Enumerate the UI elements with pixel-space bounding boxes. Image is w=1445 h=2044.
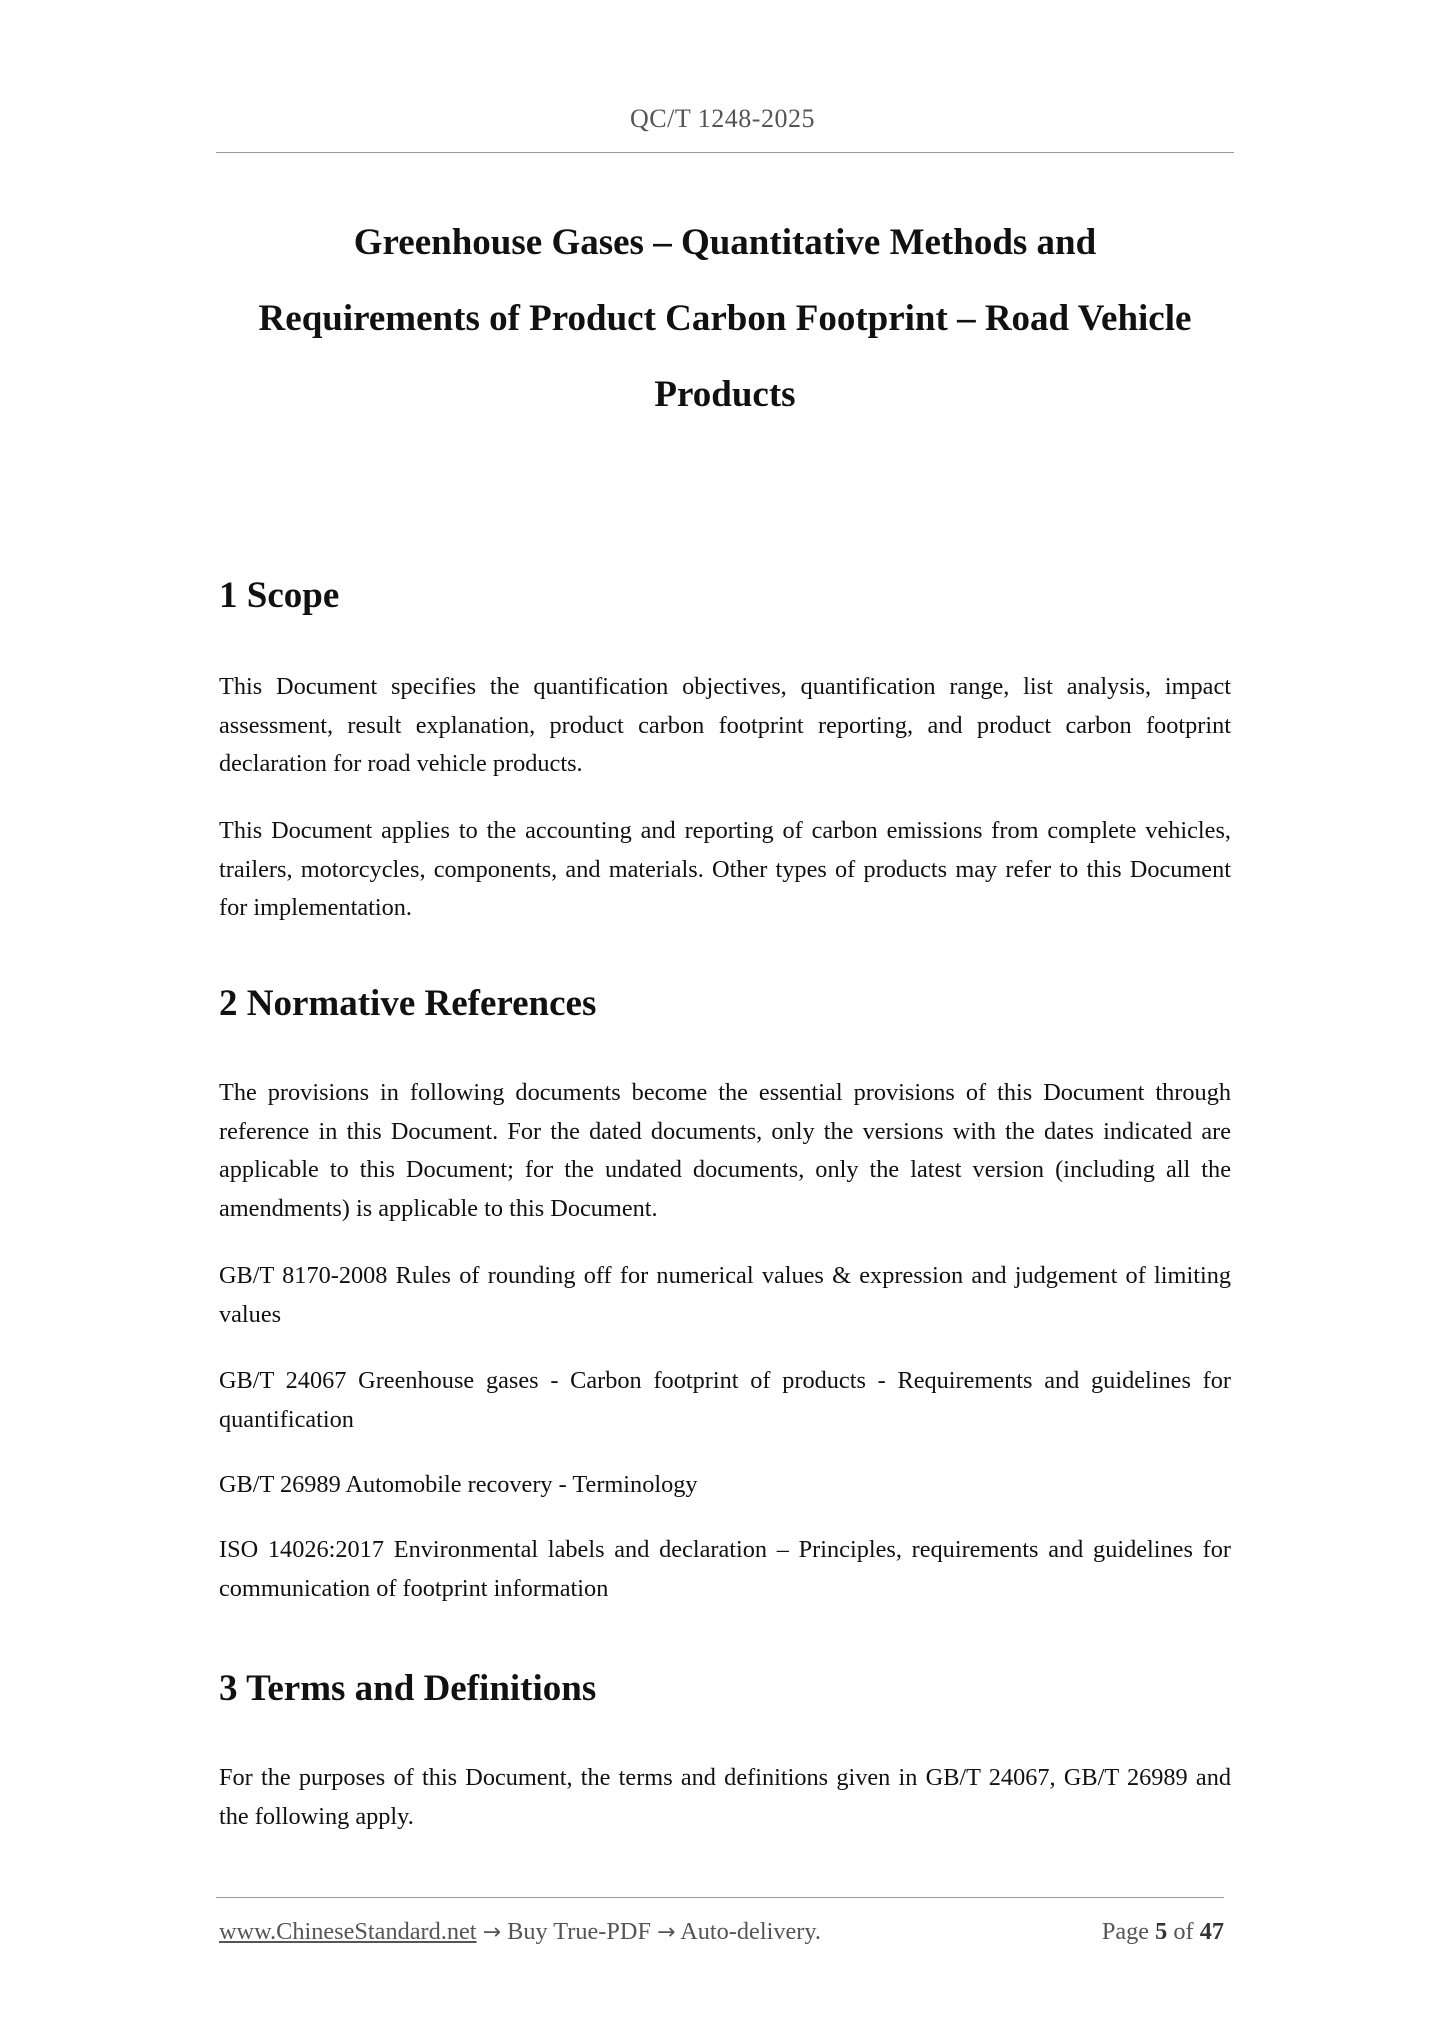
normative-references-intro: The provisions in following documents become the essential provisions of this Document through reference in this Document. For the dated documents, only the versions with the dates indicated are applicable to this Document; for the undated documents, only the latest version (including all the amendments) is applicable to this Document. [219,1079,1231,1222]
reference-item: GB/T 8170-2008 Rules of rounding off for numerical values & expression and judgement of limiting values [219,1262,1231,1328]
section-heading-normative-references: 2 Normative References [219,983,597,1024]
footer-left [219,1918,821,1946]
page-header-doc-code: QC/T 1248-2025 [630,104,815,133]
page-label: Page [1101,1918,1150,1945]
arrow-right-icon: → [657,1920,676,1945]
page-current: 5 [1155,1918,1168,1945]
reference-item: ISO 14026:2017 Environmental labels and declaration – Principles, requirements and guidelines for communication of footprint information [219,1536,1231,1602]
buy-true-pdf-text: Buy True-PDF [507,1918,651,1945]
title-line-1: Greenhouse Gases – Quantitative Methods and [353,222,1097,263]
scope-paragraph-1: This Document specifies the quantification objectives, quantification range, list analysis, impact assessment, result explanation, product carbon footprint reporting, and product carbon footprint declaration for road vehicle products. [219,673,1231,777]
header-divider [216,152,1234,153]
page-total: 47 [1199,1918,1224,1945]
document-title [200,205,1250,433]
section-heading-terms-definitions: 3 Terms and Definitions [219,1668,597,1709]
title-line-3: Products [654,374,796,415]
page-of-label: of [1173,1918,1194,1945]
title-line-2: Requirements of Product Carbon Footprint – Road Vehicle [258,298,1192,339]
reference-item: GB/T 24067 Greenhouse gases - Carbon footprint of products - Requirements and guidelines for quantification [219,1367,1231,1433]
terms-intro-paragraph: For the purposes of this Document, the terms and definitions given in GB/T 24067, GB/T 26989 and the following apply. [219,1764,1231,1830]
section-heading-scope: 1 Scope [219,575,340,616]
reference-item: GB/T 26989 Automobile recovery - Terminology [219,1471,698,1498]
page-footer [219,1918,1224,1946]
arrow-right-icon: → [482,1920,502,1945]
auto-delivery-text: Auto-delivery. [680,1918,821,1945]
website-link[interactable]: www.ChineseStandard.net [219,1918,477,1945]
scope-paragraph-2: This Document applies to the accounting and reporting of carbon emissions from complete vehicles, trailers, motorcycles, components, and materials. Other types of products may refer to this Document for implementation. [219,817,1231,921]
footer-divider [216,1897,1224,1898]
page-number [1102,1918,1224,1946]
